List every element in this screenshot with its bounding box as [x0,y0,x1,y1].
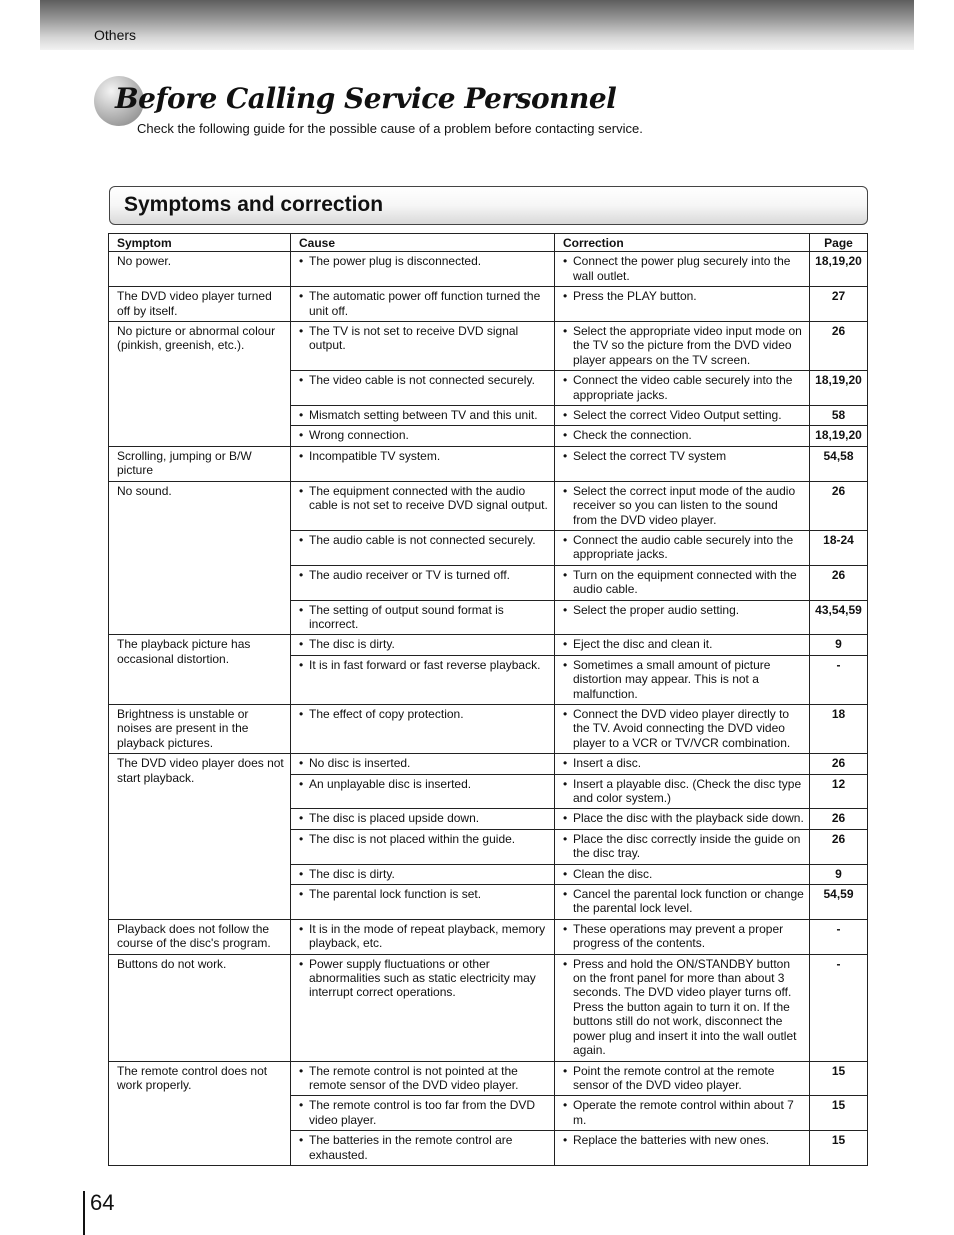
correction-text: • Select the correct Video Output setting. [563,408,804,422]
column-header-correction: Correction [555,234,810,252]
correction-text: • Select the proper audio setting. [563,603,804,617]
correction-cell [555,371,810,406]
cause-cell [291,406,555,426]
correction-cell [555,530,810,565]
page-reference-cell: 43,54,59 [810,600,868,635]
correction-cell [555,426,810,446]
cause-text: • The audio cable is not connected securely. [299,533,549,547]
correction-text: • Connect the DVD video player directly to the TV. Avoid connecting the DVD video player to a VCR or TV/VCR combination. [563,707,804,750]
correction-cell [555,864,810,884]
cause-text: • The disc is dirty. [299,637,549,651]
correction-text: • Check the connection. [563,428,804,442]
section-heading-box [109,186,868,225]
cause-cell [291,481,555,530]
cause-text: • The audio receiver or TV is turned off. [299,568,549,582]
cause-text: • The disc is dirty. [299,867,549,881]
cause-text: • It is in the mode of repeat playback, memory playback, etc. [299,922,549,951]
correction-text: • Cancel the parental lock function or change the parental lock level. [563,887,804,916]
cause-cell [291,954,555,1061]
cause-text: • The disc is not placed within the guide. [299,832,549,846]
correction-cell [555,774,810,809]
correction-cell [555,809,810,829]
correction-cell [555,287,810,322]
correction-text: • Operate the remote control within about 7 m. [563,1098,804,1127]
cause-text: • The TV is not set to receive DVD signal output. [299,324,549,353]
page-reference-cell: - [810,655,868,704]
cause-cell [291,1061,555,1096]
correction-cell [555,1096,810,1131]
cause-cell [291,371,555,406]
symptom-cell: The playback picture has occasional distortion. [109,635,291,705]
cause-cell [291,809,555,829]
correction-cell [555,635,810,655]
symptom-cell: No power. [109,252,291,287]
symptom-cell: No sound. [109,481,291,635]
correction-text: • Insert a playable disc. (Check the disc type and color system.) [563,777,804,806]
table-body [109,252,868,1166]
symptom-cell: Brightness is unstable or noises are present in the playback pictures. [109,704,291,753]
cause-text: • No disc is inserted. [299,756,549,770]
correction-text: • Turn on the equipment connected with the audio cable. [563,568,804,597]
cause-cell [291,864,555,884]
cause-cell [291,885,555,920]
cause-cell [291,774,555,809]
page-reference-cell: 54,58 [810,446,868,481]
page-reference-cell: 15 [810,1131,868,1166]
page-title: Before Calling Service Personnel [115,82,617,115]
correction-text: • Sometimes a small amount of picture distortion may appear. This is not a malfunction. [563,658,804,701]
correction-cell [555,600,810,635]
cause-cell [291,754,555,774]
cause-text: • The setting of output sound format is incorrect. [299,603,549,632]
page-reference-cell: 26 [810,565,868,600]
page-reference-cell: 26 [810,809,868,829]
correction-text: • Select the correct input mode of the audio receiver so you can listen to the sound from the DVD video player. [563,484,804,527]
table-row [109,287,868,322]
cause-cell [291,704,555,753]
page-reference-cell: 27 [810,287,868,322]
correction-text: • Insert a disc. [563,756,804,770]
page-reference-cell: 18,19,20 [810,252,868,287]
page-reference-cell: 18,19,20 [810,371,868,406]
cause-cell [291,635,555,655]
symptom-cell: Scrolling, jumping or B/W picture [109,446,291,481]
table-row [109,954,868,1061]
cause-text: • The automatic power off function turned the unit off. [299,289,549,318]
correction-text: • Select the correct TV system [563,449,804,463]
table-row [109,252,868,287]
cause-text: • It is in fast forward or fast reverse playback. [299,658,549,672]
correction-text: • Place the disc with the playback side down. [563,811,804,825]
correction-cell [555,565,810,600]
cause-text: • The remote control is not pointed at the remote sensor of the DVD video player. [299,1064,549,1093]
table-row [109,704,868,753]
page-number: 64 [90,1190,115,1215]
page-reference-cell: 12 [810,774,868,809]
table-row [109,919,868,954]
section-heading: Symptoms and correction [124,193,384,216]
page-reference-cell: 26 [810,322,868,371]
correction-cell [555,1061,810,1096]
correction-text: • Select the appropriate video input mode on the TV so the picture from the DVD video player appears on the TV screen. [563,324,804,367]
correction-cell [555,829,810,864]
correction-text: • Connect the power plug securely into the wall outlet. [563,254,804,283]
page-reference-cell: 18,19,20 [810,426,868,446]
correction-text: • Press and hold the ON/STANDBY button on the front panel for more than about 3 seconds. The DVD video player turns off. Press the button again to turn it on. If the buttons still do not work, disconnect the power plug and insert it into the wall outlet again. [563,957,804,1058]
correction-text: • Eject the disc and clean it. [563,637,804,651]
intro-text: Check the following guide for the possible cause of a problem before contacting service. [137,121,643,136]
cause-cell [291,1131,555,1166]
table-row [109,754,868,774]
cause-cell [291,446,555,481]
page-reference-cell: 54,59 [810,885,868,920]
table-row [109,446,868,481]
section-label: Others [94,27,137,43]
cause-text: • The power plug is disconnected. [299,254,549,268]
cause-text: • The disc is placed upside down. [299,811,549,825]
cause-text: • The video cable is not connected securely. [299,373,549,387]
column-header-symptom: Symptom [109,234,291,252]
correction-text: • Connect the audio cable securely into the appropriate jacks. [563,533,804,562]
correction-text: • Clean the disc. [563,867,804,881]
correction-cell [555,954,810,1061]
page-reference-cell: 15 [810,1061,868,1096]
cause-cell [291,322,555,371]
cause-text: • An unplayable disc is inserted. [299,777,549,791]
correction-cell [555,406,810,426]
correction-text: • Point the remote control at the remote sensor of the DVD video player. [563,1064,804,1093]
correction-cell [555,704,810,753]
page-reference-cell: 18 [810,704,868,753]
column-header-cause: Cause [291,234,555,252]
table-row [109,1061,868,1096]
page-reference-cell: - [810,954,868,1061]
symptom-cell: Playback does not follow the course of the disc's program. [109,919,291,954]
correction-cell [555,919,810,954]
correction-cell [555,252,810,287]
symptom-cell: The DVD video player does not start playback. [109,754,291,920]
correction-cell [555,655,810,704]
correction-cell [555,885,810,920]
page-reference-cell: 26 [810,481,868,530]
cause-cell [291,829,555,864]
symptom-cell: Buttons do not work. [109,954,291,1061]
troubleshooting-table [108,233,868,1166]
cause-cell [291,655,555,704]
cause-text: • The batteries in the remote control are exhausted. [299,1133,549,1162]
correction-text: • Connect the video cable securely into the appropriate jacks. [563,373,804,402]
cause-text: • Power supply fluctuations or other abnormalities such as static electricity may interrupt correct operations. [299,957,549,1000]
table-row [109,481,868,530]
correction-text: • Press the PLAY button. [563,289,804,303]
cause-text: • Wrong connection. [299,428,549,442]
page-reference-cell: 26 [810,829,868,864]
cause-cell [291,530,555,565]
cause-text: • The equipment connected with the audio cable is not set to receive DVD signal output. [299,484,549,513]
correction-text: • These operations may prevent a proper progress of the contents. [563,922,804,951]
page-reference-cell: - [810,919,868,954]
symptom-cell: The DVD video player turned off by itself. [109,287,291,322]
page-reference-cell: 18-24 [810,530,868,565]
correction-text: • Place the disc correctly inside the guide on the disc tray. [563,832,804,861]
cause-cell [291,426,555,446]
page-reference-cell: 58 [810,406,868,426]
symptom-cell: No picture or abnormal colour (pinkish, greenish, etc.). [109,322,291,447]
cause-cell [291,1096,555,1131]
cause-text: • Mismatch setting between TV and this unit. [299,408,549,422]
cause-text: • The parental lock function is set. [299,887,549,901]
cause-cell [291,565,555,600]
page-reference-cell: 15 [810,1096,868,1131]
table-header-row [109,234,868,252]
correction-text: • Replace the batteries with new ones. [563,1133,804,1147]
correction-cell [555,446,810,481]
page-reference-cell: 9 [810,635,868,655]
cause-text: • The remote control is too far from the DVD video player. [299,1098,549,1127]
column-header-page: Page [810,234,868,252]
cause-cell [291,600,555,635]
header-band [40,0,914,50]
page-number-rule [83,1191,85,1235]
correction-cell [555,481,810,530]
symptom-cell: The remote control does not work properly. [109,1061,291,1165]
cause-cell [291,252,555,287]
correction-cell [555,754,810,774]
cause-text: • The effect of copy protection. [299,707,549,721]
page-reference-cell: 26 [810,754,868,774]
correction-cell [555,322,810,371]
cause-cell [291,287,555,322]
table-row [109,322,868,371]
cause-cell [291,919,555,954]
cause-text: • Incompatible TV system. [299,449,549,463]
page-reference-cell: 9 [810,864,868,884]
table-row [109,635,868,655]
correction-cell [555,1131,810,1166]
